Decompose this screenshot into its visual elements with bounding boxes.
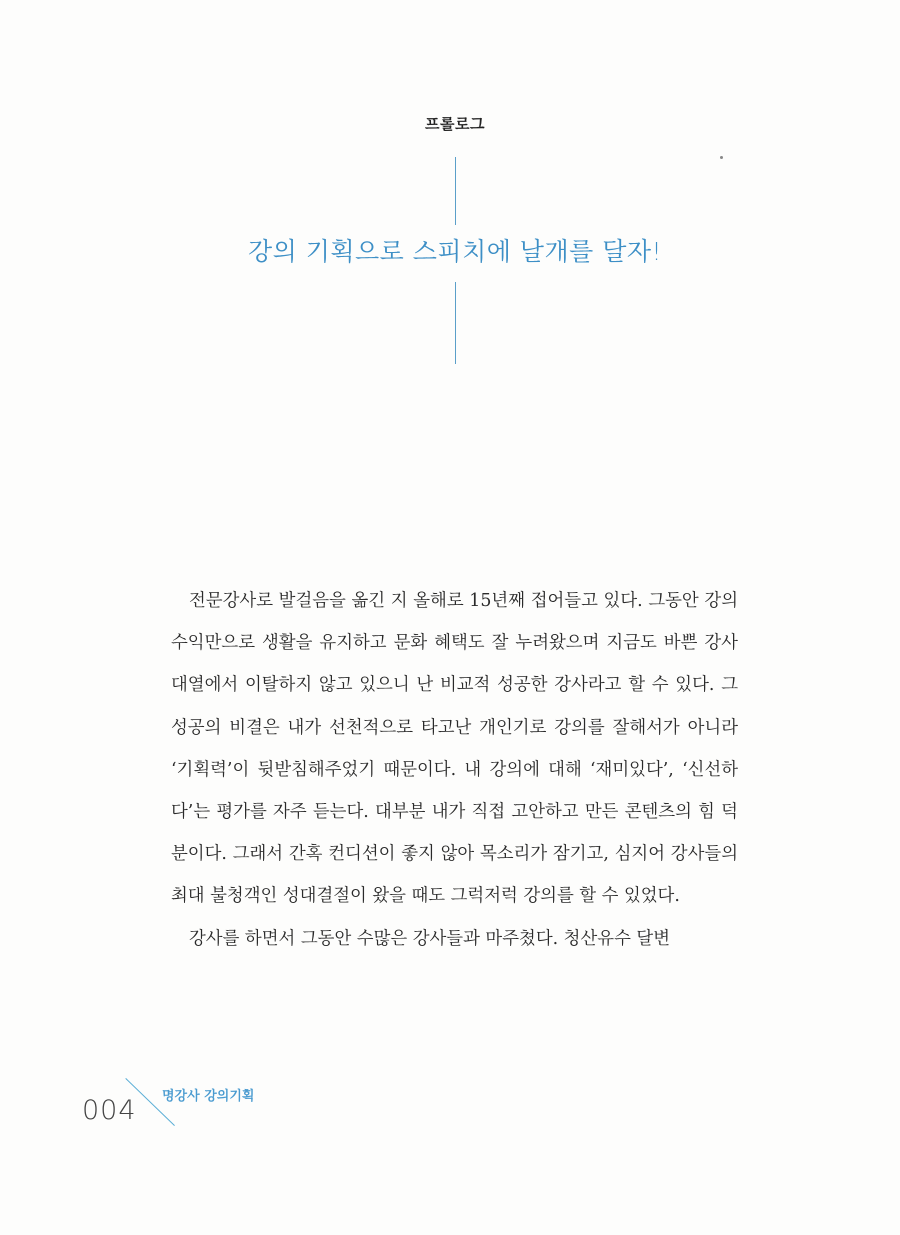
page-number: 004 — [82, 1095, 137, 1126]
chapter-label: 프롤로그 — [425, 115, 485, 133]
vertical-rule-top — [455, 157, 456, 225]
paragraph: 강사를 하면서 그동안 수많은 강사들과 마주쳤다. 청산유수 달변 — [189, 928, 671, 949]
scan-speck — [720, 156, 723, 159]
body-text — [171, 580, 738, 960]
paragraph: 전문강사로 발걸음을 옮긴 지 올해로 15년째 접어들고 있다. 그동안 강의 수익만으로 생활을 유지하고 문화 혜택도 잘 누려왔으며 지금도 바쁜 강사 대열에서 이탈하지 않고 있으니 난 비교적 성공한 강사라고 할 수 있다. 그 성공의 비결은 내가 선천적으로 타고난 개인기로 강의를 잘해서가 아니라 ‘기획력’이 뒷받침해주었기 때문이다. 내 강의에 대해 ‘재미있다’, ‘신선하다’는 평가를 자주 듣는다. 대부분 내가 직접 고안하고 만든 콘텐츠의 힘 덕분이다. 그래서 간혹 컨디션이 좋지 않아 목소리가 잠기고, 심지어 강사들의 최대 불청객인 성대결절이 왔을 때도 그럭저럭 강의를 할 수 있었다. — [171, 591, 738, 907]
vertical-rule-bottom — [455, 282, 456, 364]
chapter-title: 강의 기획으로 스피치에 날개를 달자! — [247, 237, 663, 266]
running-footer-title: 명강사 강의기획 — [162, 1089, 255, 1104]
